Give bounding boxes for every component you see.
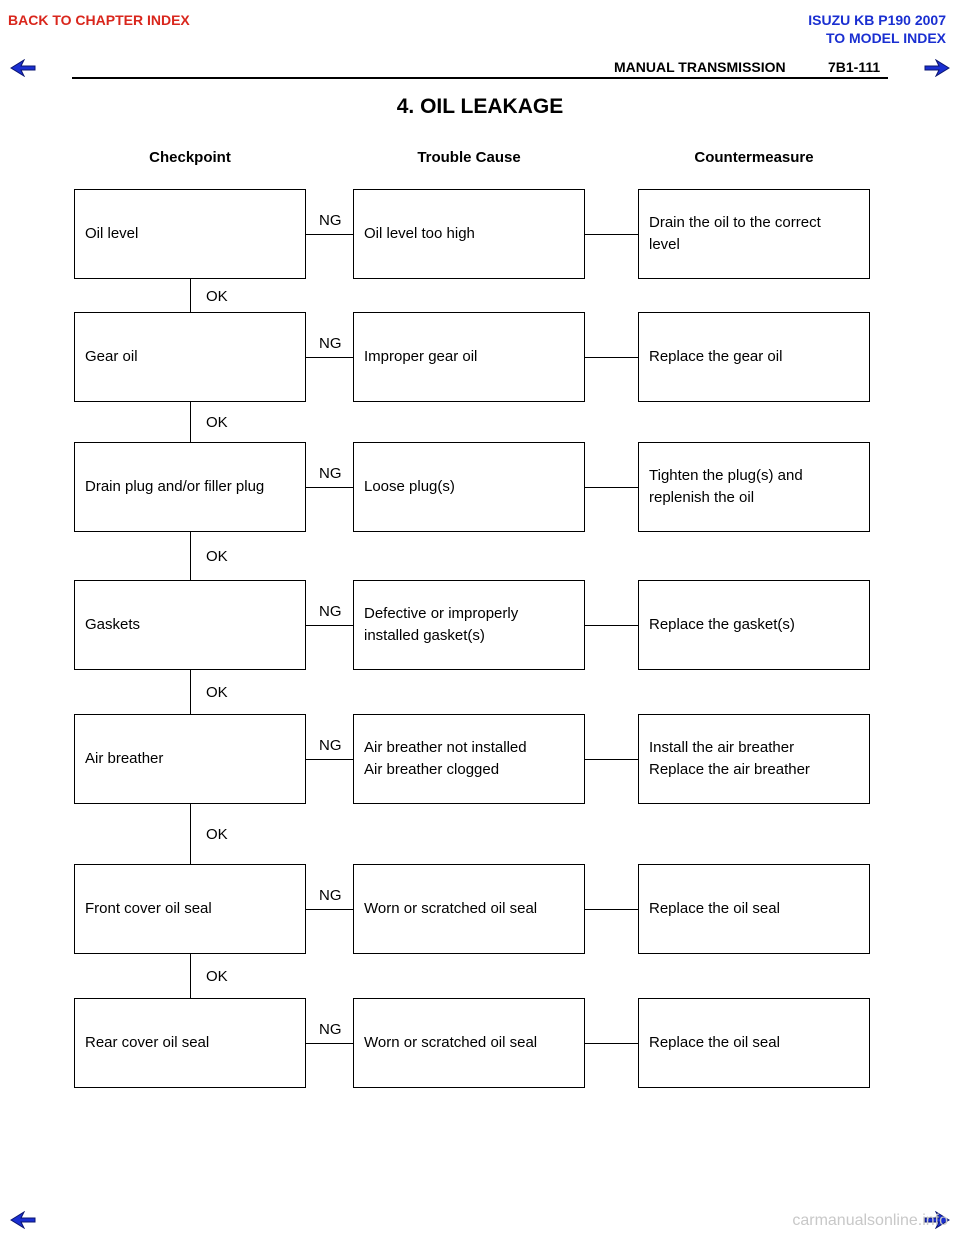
trouble-cause-box-6-text: Worn or scratched oil seal [364, 900, 538, 917]
countermeasure-box-7-text: Replace the oil seal [649, 1034, 780, 1051]
ng-connector-5 [305, 759, 353, 760]
column-heading-countermeasure: Countermeasure [694, 149, 814, 166]
checkpoint-box-6 [74, 864, 306, 954]
trouble-cause-box-5-text: Air breather not installed Air breather clogged [364, 739, 527, 778]
ok-label-3: OK [206, 548, 228, 565]
checkpoint-box-5-text: Air breather [85, 750, 164, 767]
countermeasure-box-4-text: Replace the gasket(s) [649, 616, 795, 633]
next-page-arrow-icon[interactable] [924, 59, 950, 77]
header-rule [72, 77, 888, 79]
ng-label-6: NG [319, 887, 342, 904]
checkpoint-box-5 [74, 714, 306, 804]
ng-label-1: NG [319, 212, 342, 229]
countermeasure-box-2-text: Replace the gear oil [649, 348, 783, 365]
ok-connector-1 [190, 279, 191, 312]
trouble-cause-box-2-text: Improper gear oil [364, 348, 478, 365]
cause-to-countermeasure-connector-3 [584, 487, 638, 488]
cause-to-countermeasure-connector-1 [584, 234, 638, 235]
page-title: 4. OIL LEAKAGE [396, 95, 564, 118]
ok-connector-3 [190, 532, 191, 580]
checkpoint-box-4 [74, 580, 306, 670]
trouble-cause-box-4-text: Defective or improperly installed gasket(s) [364, 605, 519, 644]
trouble-cause-box-6 [353, 864, 585, 954]
ng-label-4: NG [319, 603, 342, 620]
trouble-cause-box-1 [353, 189, 585, 279]
countermeasure-box-7 [638, 998, 870, 1088]
countermeasure-box-3 [638, 442, 870, 532]
ng-connector-3 [305, 487, 353, 488]
checkpoint-box-1 [74, 189, 306, 279]
ng-connector-4 [305, 625, 353, 626]
trouble-cause-box-3-text: Loose plug(s) [364, 478, 455, 495]
countermeasure-box-6 [638, 864, 870, 954]
countermeasure-box-1-text: Drain the oil to the correct level [649, 214, 821, 253]
checkpoint-box-7 [74, 998, 306, 1088]
trouble-cause-box-5 [353, 714, 585, 804]
to-model-index-link[interactable]: TO MODEL INDEX [825, 30, 946, 46]
checkpoint-box-6-text: Front cover oil seal [85, 900, 212, 917]
ng-label-3: NG [319, 465, 342, 482]
ng-connector-6 [305, 909, 353, 910]
ok-label-5: OK [206, 826, 228, 843]
ng-label-7: NG [319, 1021, 342, 1038]
trouble-cause-box-1-text: Oil level too high [364, 225, 475, 242]
checkpoint-box-2 [74, 312, 306, 402]
cause-to-countermeasure-connector-6 [584, 909, 638, 910]
trouble-cause-box-7-text: Worn or scratched oil seal [364, 1034, 538, 1051]
ok-connector-4 [190, 670, 191, 714]
countermeasure-box-2 [638, 312, 870, 402]
cause-to-countermeasure-connector-5 [584, 759, 638, 760]
ng-label-2: NG [319, 335, 342, 352]
ok-label-1: OK [206, 288, 228, 305]
countermeasure-box-1 [638, 189, 870, 279]
checkpoint-box-1-text: Oil level [85, 225, 139, 242]
trouble-cause-box-2 [353, 312, 585, 402]
model-title-link[interactable]: ISUZU KB P190 2007 [808, 12, 946, 28]
checkpoint-box-2-text: Gear oil [85, 348, 138, 365]
section-title: MANUAL TRANSMISSION [614, 59, 786, 75]
checkpoint-box-7-text: Rear cover oil seal [85, 1034, 210, 1051]
previous-page-arrow-icon[interactable] [10, 59, 36, 77]
ok-connector-2 [190, 402, 191, 442]
ok-connector-6 [190, 954, 191, 998]
column-heading-checkpoint: Checkpoint [149, 149, 231, 166]
cause-to-countermeasure-connector-7 [584, 1043, 638, 1044]
watermark: carmanualsonline.info [792, 1212, 948, 1229]
page-number: 7B1-111 [828, 59, 881, 75]
cause-to-countermeasure-connector-2 [584, 357, 638, 358]
trouble-cause-box-7 [353, 998, 585, 1088]
ok-connector-5 [190, 804, 191, 864]
back-to-chapter-index-link[interactable]: BACK TO CHAPTER INDEX [8, 12, 190, 28]
ng-label-5: NG [319, 737, 342, 754]
ok-label-4: OK [206, 684, 228, 701]
trouble-cause-box-4 [353, 580, 585, 670]
column-heading-trouble-cause: Trouble Cause [417, 149, 521, 166]
cause-to-countermeasure-connector-4 [584, 625, 638, 626]
previous-page-arrow-bottom-icon[interactable] [10, 1211, 36, 1229]
countermeasure-box-5-text: Install the air breather Replace the air breather [649, 739, 810, 778]
checkpoint-box-3-text: Drain plug and/or filler plug [85, 478, 265, 495]
ng-connector-1 [305, 234, 353, 235]
checkpoint-box-3 [74, 442, 306, 532]
ng-connector-2 [305, 357, 353, 358]
checkpoint-box-4-text: Gaskets [85, 616, 141, 633]
countermeasure-box-6-text: Replace the oil seal [649, 900, 780, 917]
countermeasure-box-4 [638, 580, 870, 670]
trouble-cause-box-3 [353, 442, 585, 532]
ok-label-2: OK [206, 414, 228, 431]
ok-label-6: OK [206, 968, 228, 985]
ng-connector-7 [305, 1043, 353, 1044]
countermeasure-box-5 [638, 714, 870, 804]
countermeasure-box-3-text: Tighten the plug(s) and replenish the oil [649, 467, 803, 506]
